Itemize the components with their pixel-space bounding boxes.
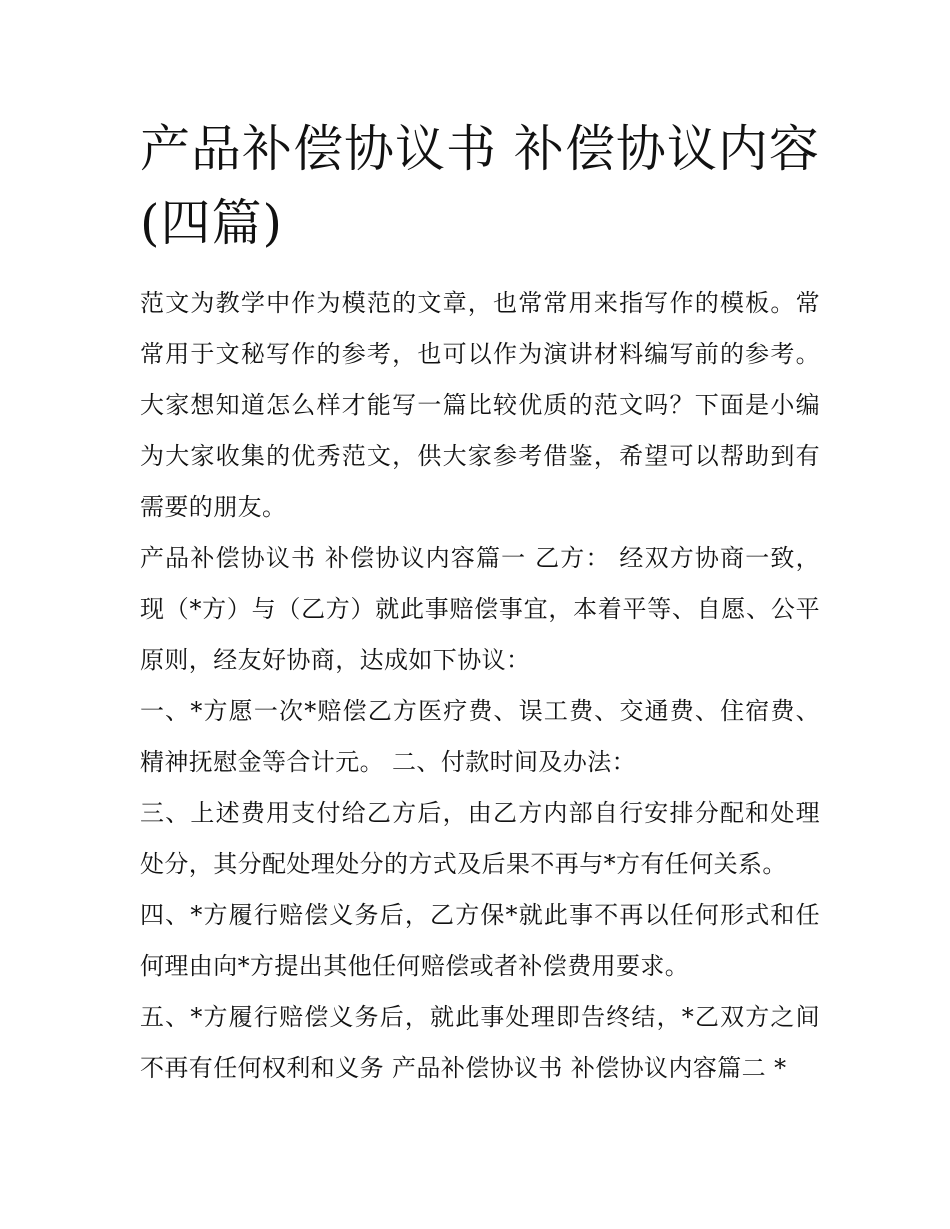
document-title: 产品补偿协议书 补偿协议内容(四篇): [140, 120, 820, 252]
paragraph-clause-4: 四、*方履行赔偿义务后，乙方保*就此事不再以任何形式和任何理由向*方提出其他任何赔偿或者补偿费用要求。: [140, 901, 820, 980]
paragraph-clause-3: 三、上述费用支付给乙方后，由乙方内部自行安排分配和处理处分，其分配处理处分的方式及后果不再与*方有任何关系。: [140, 799, 820, 878]
document-body: [140, 278, 820, 1094]
paragraph-clause-1-2: 一、*方愿一次*赔偿乙方医疗费、误工费、交通费、住宿费、精神抚慰金等合计元。 二、付款时间及办法：: [140, 697, 820, 776]
paragraph-intro: 范文为教学中作为模范的文章，也常常用来指写作的模板。常常用于文秘写作的参考，也可以作为演讲材料编写前的参考。大家想知道怎么样才能写一篇比较优质的范文吗？下面是小编为大家收集的优秀范文，供大家参考借鉴，希望可以帮助到有需要的朋友。: [140, 289, 820, 521]
paragraph-agreement-intro: 产品补偿协议书 补偿协议内容篇一 乙方： 经双方协商一致，现（*方）与（乙方）就此事赔偿事宜，本着平等、自愿、公平原则，经友好协商，达成如下协议：: [140, 544, 820, 674]
document-page: [140, 0, 820, 1229]
paragraph-clause-5: 五、*方履行赔偿义务后，就此事处理即告终结，*乙双方之间不再有任何权利和义务 产品补偿协议书 补偿协议内容篇二 *: [140, 1003, 820, 1082]
